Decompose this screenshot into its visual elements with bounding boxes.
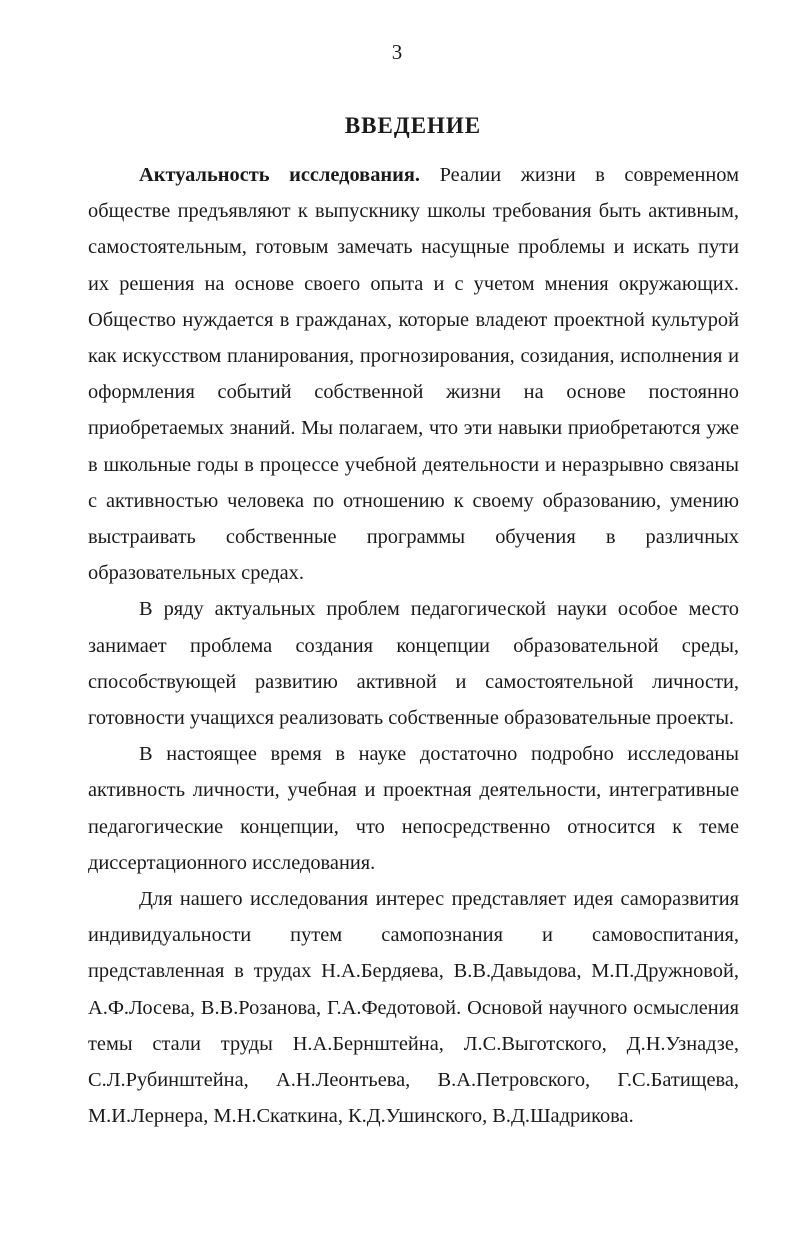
body-text	[88, 157, 739, 1134]
paragraph-lead: Актуальность исследования.	[139, 164, 421, 186]
paragraph-text: В настоящее время в науке достаточно подробно исследованы активность личности, учебная и проектная деятельности, интегративные педагогические концепции, что непосредственно относится к теме диссертационного исследования.	[88, 743, 739, 874]
paragraph-text: Для нашего исследования интерес представляет идея саморазвития индивидуальности путем самопознания и самовоспитания, представленная в трудах Н.А.Бердяева, В.В.Давыдова, М.П.Дружновой, А.Ф.Лосева, В.В.Розанова, Г.А.Федотовой. Основой научного осмысления темы стали труды Н.А.Бернштейна, Л.С.Выготского, Д.Н.Узнадзе, С.Л.Рубинштейна, А.Н.Леонтьева, В.А.Петровского, Г.С.Батищева, М.И.Лернера, М.Н.Скаткина, К.Д.Ушинского, В.Д.Шадрикова.	[88, 888, 739, 1128]
paragraph-text: Реалии жизни в современном обществе предъявляют к выпускнику школы требования быть активным, самостоятельным, готовым замечать насущные проблемы и искать пути их решения на основе своего опыта и с учетом мнения окружающих. Общество нуждается в гражданах, которые владеют проектной культурой как искусством планирования, прогнозирования, созидания, исполнения и оформления событий собственной жизни на основе постоянно приобретаемых знаний. Мы полагаем, что эти навыки приобретаются уже в школьные годы в процессе учебной деятельности и неразрывно связаны с активностью человека по отношению к своему образованию, умению выстраивать собственные программы обучения в различных образовательных средах.	[88, 164, 739, 585]
paragraph	[88, 881, 739, 1134]
paragraph-text: В ряду актуальных проблем педагогической науки особое место занимает проблема создания концепции образовательной среды, способствующей развитию активной и самостоятельной личности, готовности учащихся реализовать собственные образовательные проекты.	[88, 598, 739, 730]
page-number: 3	[391, 40, 403, 64]
paragraph	[88, 736, 739, 881]
section-title: ВВЕДЕНИЕ	[344, 113, 482, 138]
paragraph-relevance	[88, 157, 739, 591]
paragraph	[88, 591, 739, 736]
